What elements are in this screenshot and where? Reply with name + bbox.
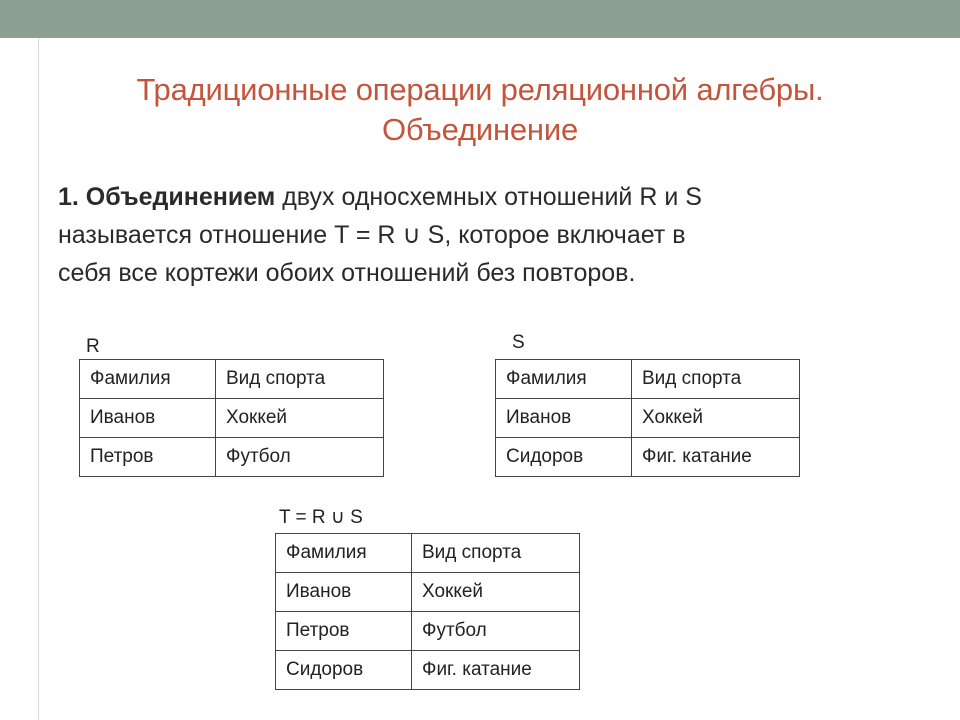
definition-line-3: себя все кортежи обоих отношений без повторов.	[58, 259, 636, 287]
table-cell: Фамилия	[276, 534, 412, 573]
table-cell: Вид спорта	[412, 534, 580, 573]
table-cell: Сидоров	[496, 438, 632, 477]
title-line-1: Традиционные операции реляционной алгебры.	[136, 72, 824, 107]
table-s-label: S	[512, 332, 525, 353]
table-s	[495, 359, 800, 477]
slide-title	[40, 70, 920, 150]
table-cell: Фиг. катание	[412, 651, 580, 690]
table-cell: Вид спорта	[216, 360, 384, 399]
table-row	[80, 399, 384, 438]
definition-line-2: называется отношение T = R ∪ S, которое включает в	[58, 221, 686, 249]
definition-line-1	[58, 178, 908, 216]
table-t-label: T = R ∪ S	[279, 507, 363, 528]
table-cell: Фамилия	[496, 360, 632, 399]
definition-term: 1. Объединением	[58, 183, 276, 211]
side-decor-line	[38, 38, 39, 720]
table-cell: Хоккей	[412, 573, 580, 612]
table-cell: Иванов	[276, 573, 412, 612]
table-cell: Футбол	[216, 438, 384, 477]
table-cell: Петров	[276, 612, 412, 651]
title-line-2: Объединение	[381, 112, 578, 147]
table-cell: Вид спорта	[632, 360, 800, 399]
table-cell: Футбол	[412, 612, 580, 651]
table-row	[80, 438, 384, 477]
table-row	[276, 612, 580, 651]
table-cell: Петров	[80, 438, 216, 477]
top-decor-bar	[0, 0, 960, 38]
table-row	[276, 573, 580, 612]
definition-line-1-rest: двух односхемных отношений R и S	[275, 183, 702, 211]
table-row	[80, 360, 384, 399]
table-cell: Сидоров	[276, 651, 412, 690]
table-cell: Хоккей	[632, 399, 800, 438]
table-cell: Иванов	[80, 399, 216, 438]
table-row	[496, 438, 800, 477]
table-t	[275, 533, 580, 690]
table-row	[276, 534, 580, 573]
table-cell: Хоккей	[216, 399, 384, 438]
table-r	[79, 359, 384, 477]
definition-text	[58, 178, 908, 292]
table-cell: Фиг. катание	[632, 438, 800, 477]
table-row	[276, 651, 580, 690]
table-r-label: R	[86, 336, 100, 357]
table-cell: Фамилия	[80, 360, 216, 399]
table-row	[496, 399, 800, 438]
table-row	[496, 360, 800, 399]
table-cell: Иванов	[496, 399, 632, 438]
